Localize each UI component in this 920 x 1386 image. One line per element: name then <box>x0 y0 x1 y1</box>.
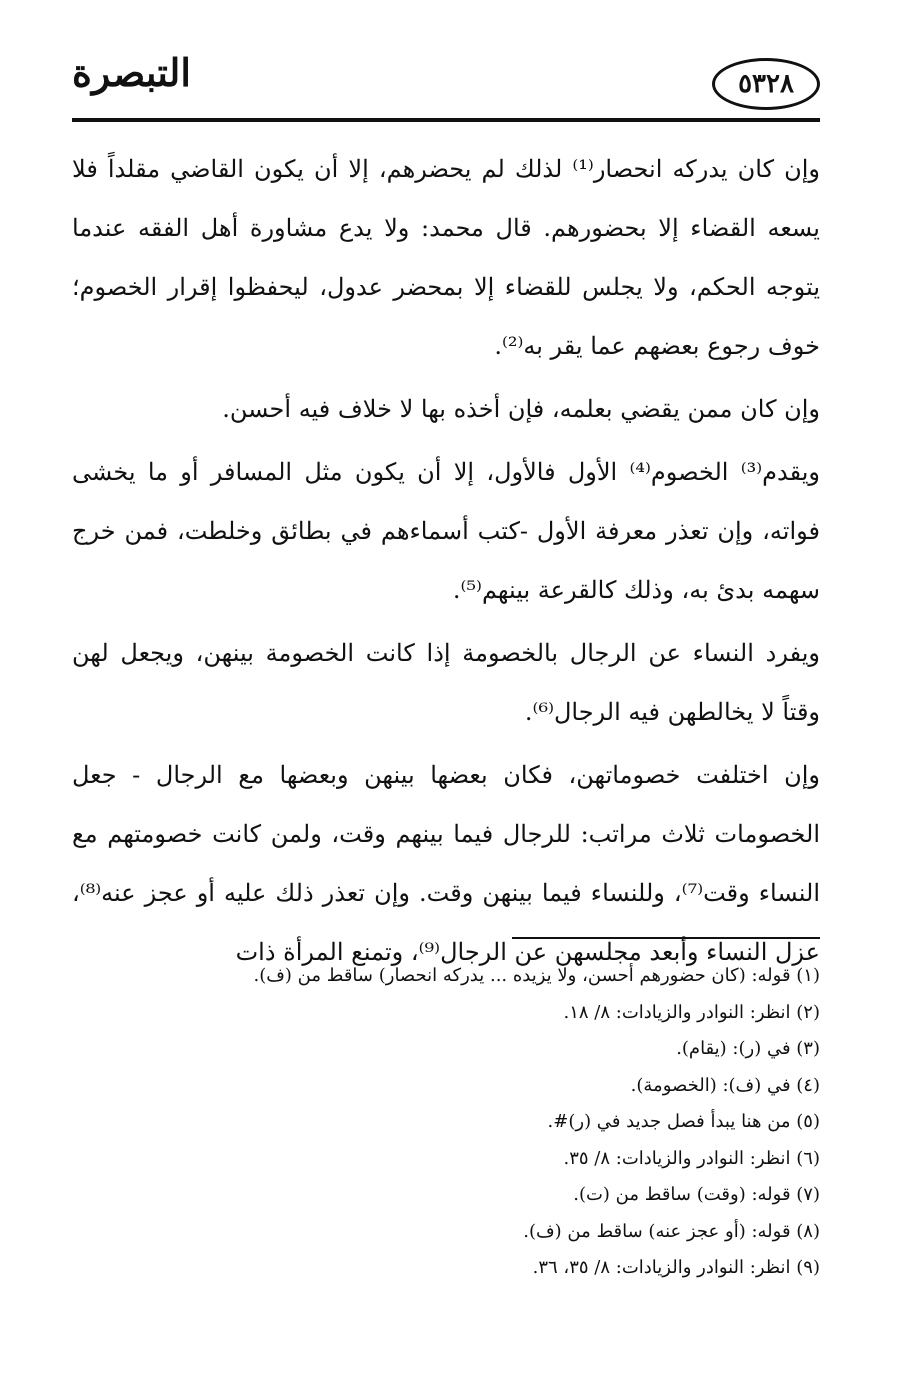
running-title: التبصرة <box>72 50 191 95</box>
footnote: (٥) من هنا يبدأ فصل جديد في (ر)#. <box>547 1111 820 1132</box>
footnote: (١) قوله: (كان حضورهم أحسن، ولا يزيده ... يدركه انحصار) ساقط من (ف). <box>253 965 820 986</box>
footnote: (٨) قوله: (أو عجز عنه) ساقط من (ف). <box>523 1220 820 1242</box>
footnote: (٧) قوله: (وقت) ساقط من (ت). <box>573 1184 820 1205</box>
paragraph: وإن اختلفت خصوماتهن، فكان بعضها بينهن وبعضها مع الرجال - جعل الخصومات ثلاث مراتب: للرجال فيما بينهم وقت، ولمن كانت خصومتهم مع النساء وقت⁽⁷⁾، وللنساء فيما بينهن وقت. وإن تعذر ذلك عليه أو عجز عنه⁽⁸⁾، عزل النساء وأبعد مجلسهن عن الرجال⁽⁹⁾، وتمنع المرأة ذات <box>72 761 820 966</box>
footnote: (٦) انظر: النوادر والزيادات: ٨/ ٣٥. <box>563 1147 820 1169</box>
page-header <box>72 44 820 122</box>
paragraph: ويقدم⁽³⁾ الخصوم⁽⁴⁾ الأول فالأول، إلا أن يكون مثل المسافر أو ما يخشى فواته، وإن تعذر معرفة الأول -كتب أسماءهم في بطائق وخلطت، فمن خرج سهمه بدئ به، وذلك كالقرعة بينهم⁽⁵⁾. <box>72 458 820 604</box>
footnote: (٩) انظر: النوادر والزيادات: ٨/ ٣٥، ٣٦. <box>532 1257 820 1278</box>
paragraph: وإن كان ممن يقضي بعلمه، فإن أخذه بها لا خلاف فيه أحسن. <box>222 395 820 423</box>
paragraph: وإن كان يدركه انحصار⁽¹⁾ لذلك لم يحضرهم، إلا أن يكون القاضي مقلداً فلا يسعه القضاء إلا بحضورهم. قال محمد: ولا يدع مشاورة أهل الفقه عندما يتوجه الحكم، ولا يجلس للقضاء إلا بمحضر عدول، ليحفظوا إقرار الخصوم؛ خوف رجوع بعضهم عما يقر به⁽²⁾. <box>72 155 820 360</box>
header-rule <box>72 118 820 122</box>
footnote: (٢) انظر: النوادر والزيادات: ٨/ ١٨. <box>563 1001 820 1023</box>
footnotes-list <box>72 958 820 1287</box>
paragraph: ويفرد النساء عن الرجال بالخصومة إذا كانت الخصومة بينهن، ويجعل لهن وقتاً لا يخالطهن فيه الرجال⁽⁶⁾. <box>72 639 820 726</box>
page-number: ٥٣٢٨ <box>738 69 794 99</box>
page-number-badge <box>712 58 820 110</box>
footnote: (٤) في (ف): (الخصومة). <box>630 1074 820 1096</box>
footnote-separator <box>512 937 820 939</box>
footnote: (٣) في (ر): (يقام). <box>676 1038 820 1059</box>
body-text <box>72 140 820 982</box>
